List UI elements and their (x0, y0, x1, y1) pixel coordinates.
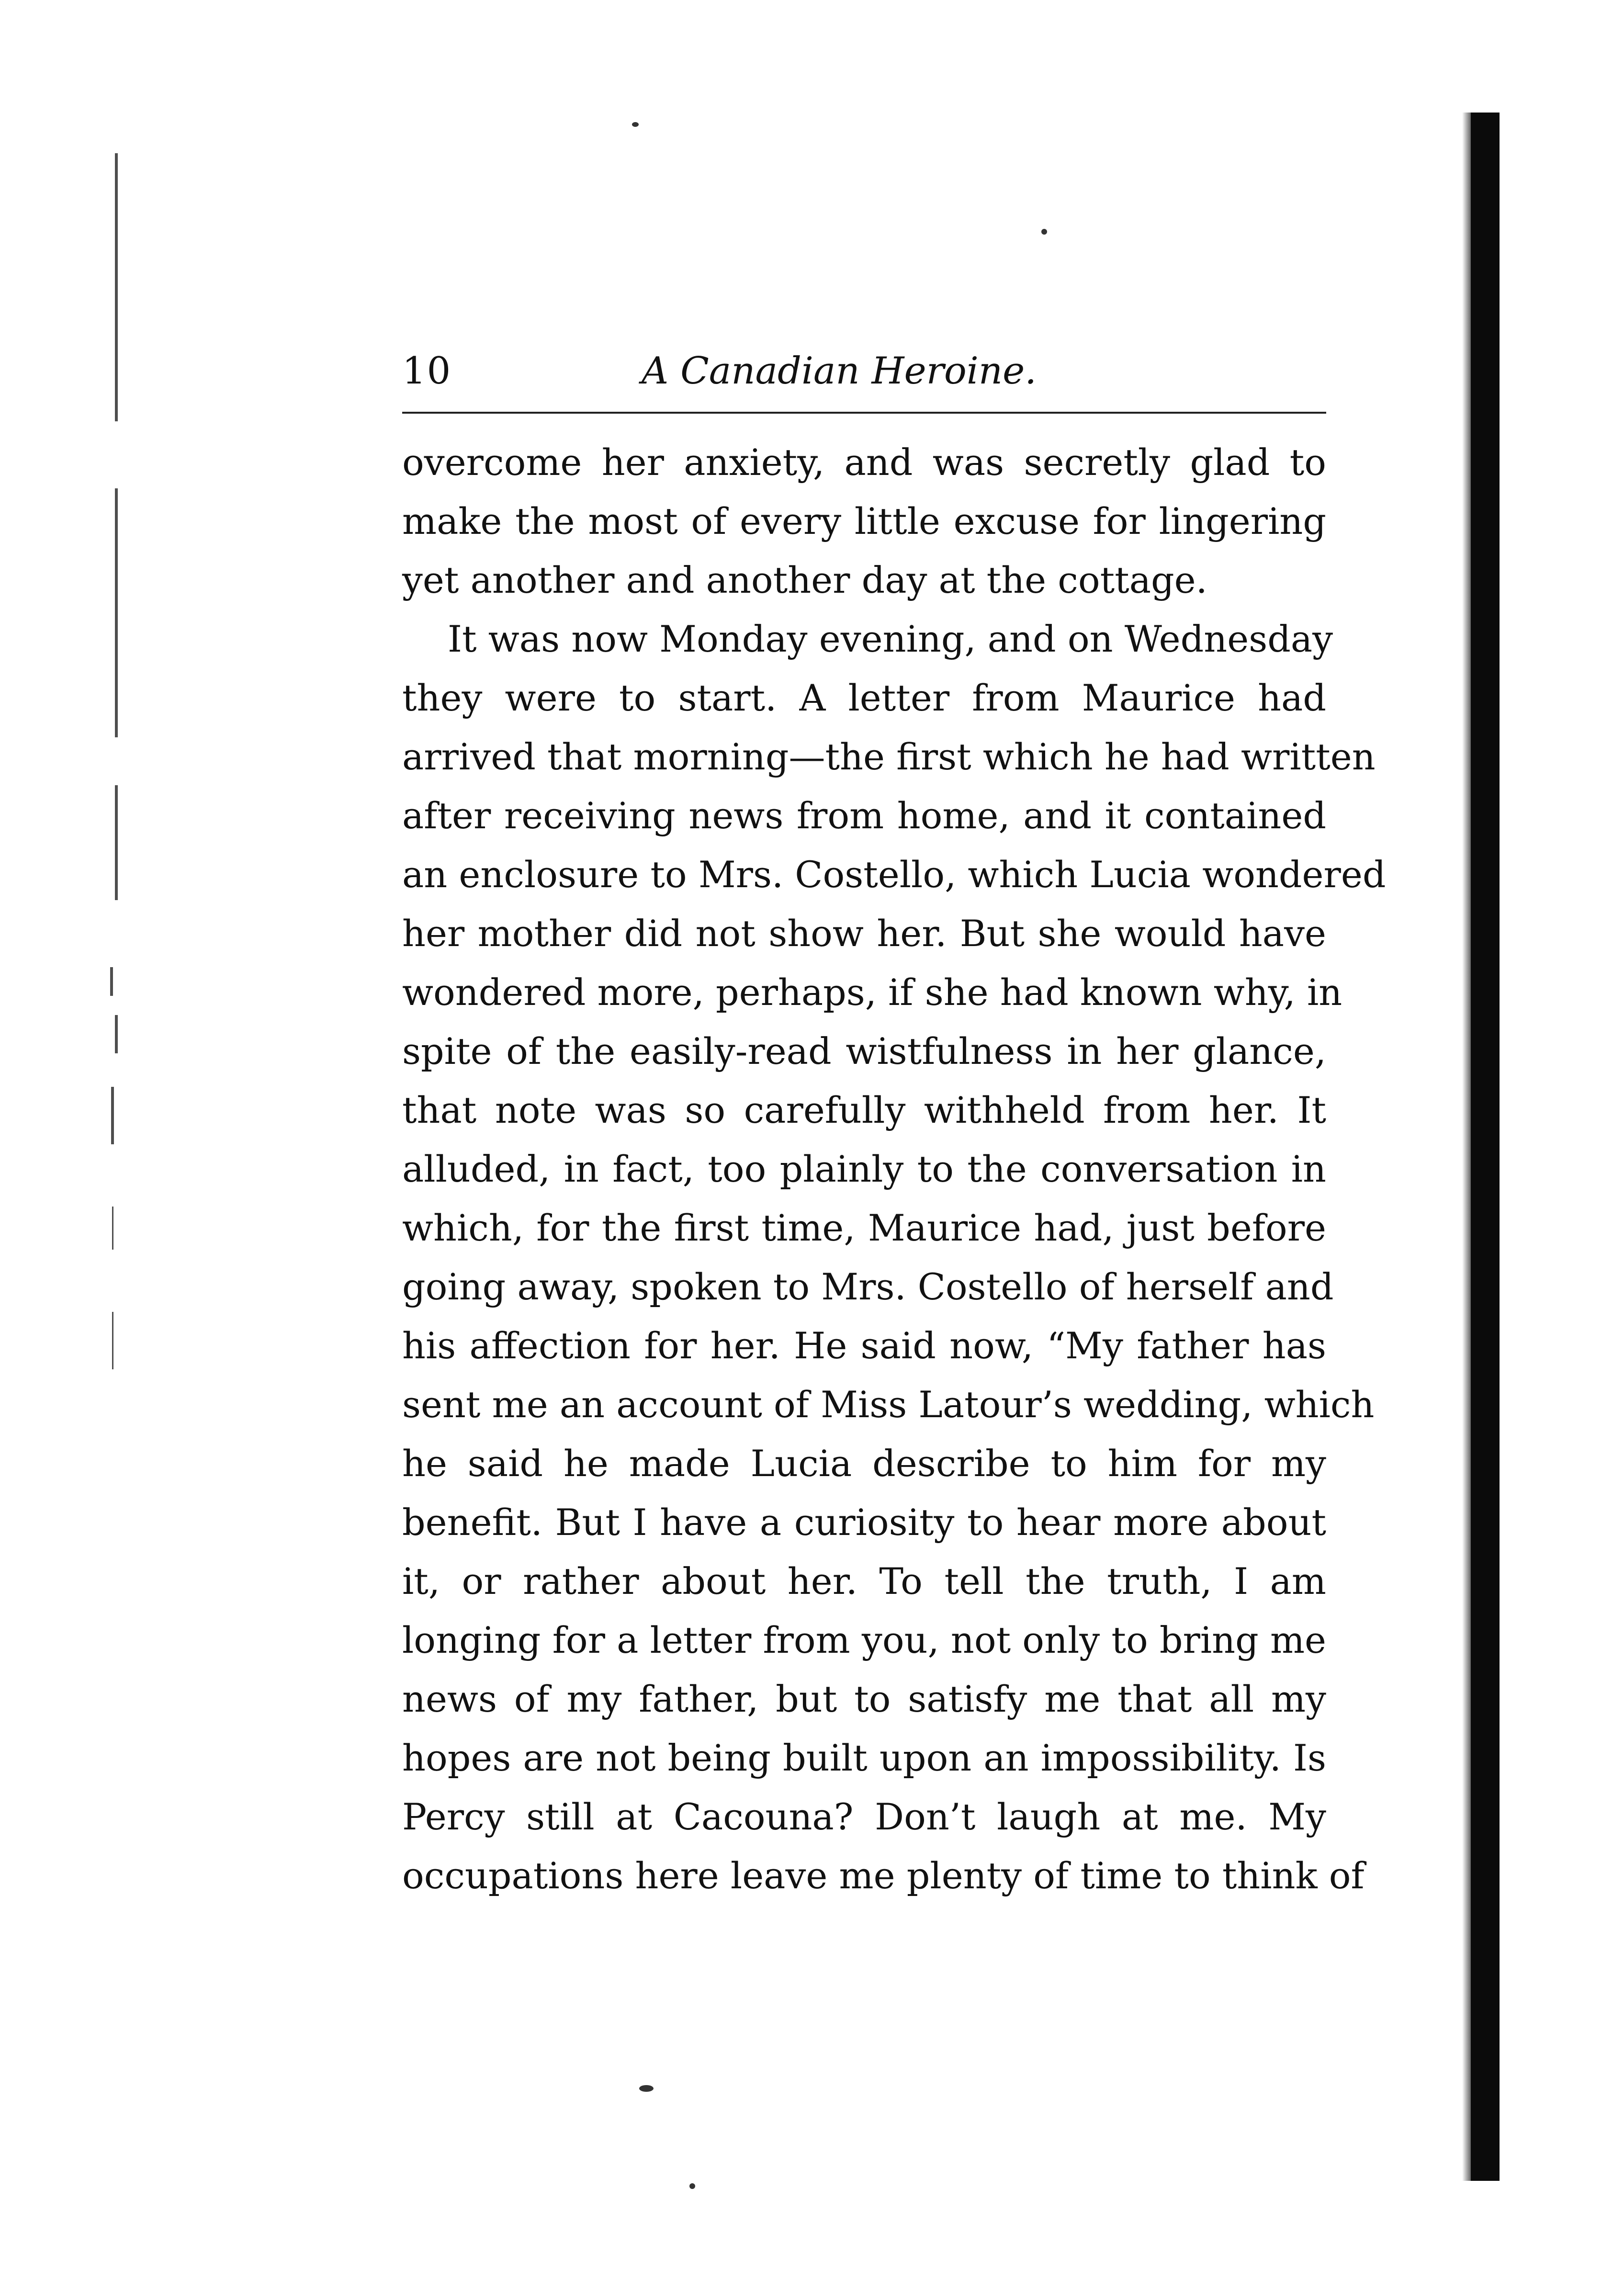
scan-speck (1041, 229, 1047, 235)
text-line: make the most of every little excuse for lingering (402, 500, 1326, 542)
page-number: 10 (402, 350, 452, 393)
text-line: going away, spoken to Mrs. Costello of herself and (402, 1265, 1334, 1308)
text-line: alluded, in fact, too plainly to the conversation in (402, 1148, 1326, 1190)
scan-dark-edge (1471, 113, 1500, 2181)
scan-speck (639, 2085, 654, 2092)
text-line: an enclosure to Mrs. Costello, which Lucia wondered (402, 853, 1386, 896)
text-line: his affection for her. He said now, “My father has (402, 1324, 1326, 1367)
text-line: It was now Monday evening, and on Wednesday (448, 618, 1333, 660)
text-line: news of my father, but to satisfy me that all my (402, 1678, 1326, 1720)
text-line: they were to start. A letter from Maurice had (402, 677, 1326, 719)
text-line: which, for the first time, Maurice had, just before (402, 1207, 1326, 1249)
text-line: benefit. But I have a curiosity to hear more about (402, 1501, 1326, 1544)
text-line: her mother did not show her. But she would have (402, 912, 1326, 955)
text-line: overcome her anxiety, and was secretly glad to (402, 441, 1326, 484)
text-line: occupations here leave me plenty of time to think of (402, 1854, 1365, 1897)
scan-speck (689, 2183, 695, 2189)
text-line: longing for a letter from you, not only to bring me (402, 1619, 1326, 1661)
book-page (402, 345, 1386, 1905)
text-line: after receiving news from home, and it contained (402, 794, 1326, 837)
text-line: Percy still at Cacouna? Don’t laugh at me. My (402, 1795, 1326, 1838)
running-header (402, 345, 1326, 397)
scan-speck (632, 122, 639, 127)
text-line: yet another and another day at the cottage. (402, 559, 1207, 601)
running-title: A Canadian Heroine. (642, 350, 1037, 393)
body-text (402, 433, 1386, 1905)
text-line: wondered more, perhaps, if she had known why, in (402, 971, 1342, 1014)
text-line: he said he made Lucia describe to him for my (402, 1442, 1326, 1485)
text-line: hopes are not being built upon an impossibility. Is (402, 1737, 1326, 1779)
text-line: it, or rather about her. To tell the truth, I am (402, 1560, 1326, 1602)
header-rule (402, 412, 1326, 414)
text-line: sent me an account of Miss Latour’s wedding, which (402, 1383, 1375, 1426)
text-line: arrived that morning—the first which he had written (402, 735, 1376, 778)
text-line: spite of the easily-read wistfulness in her glance, (402, 1030, 1326, 1072)
scan-marks-left (101, 153, 139, 1398)
text-line: that note was so carefully withheld from her. It (402, 1089, 1326, 1131)
